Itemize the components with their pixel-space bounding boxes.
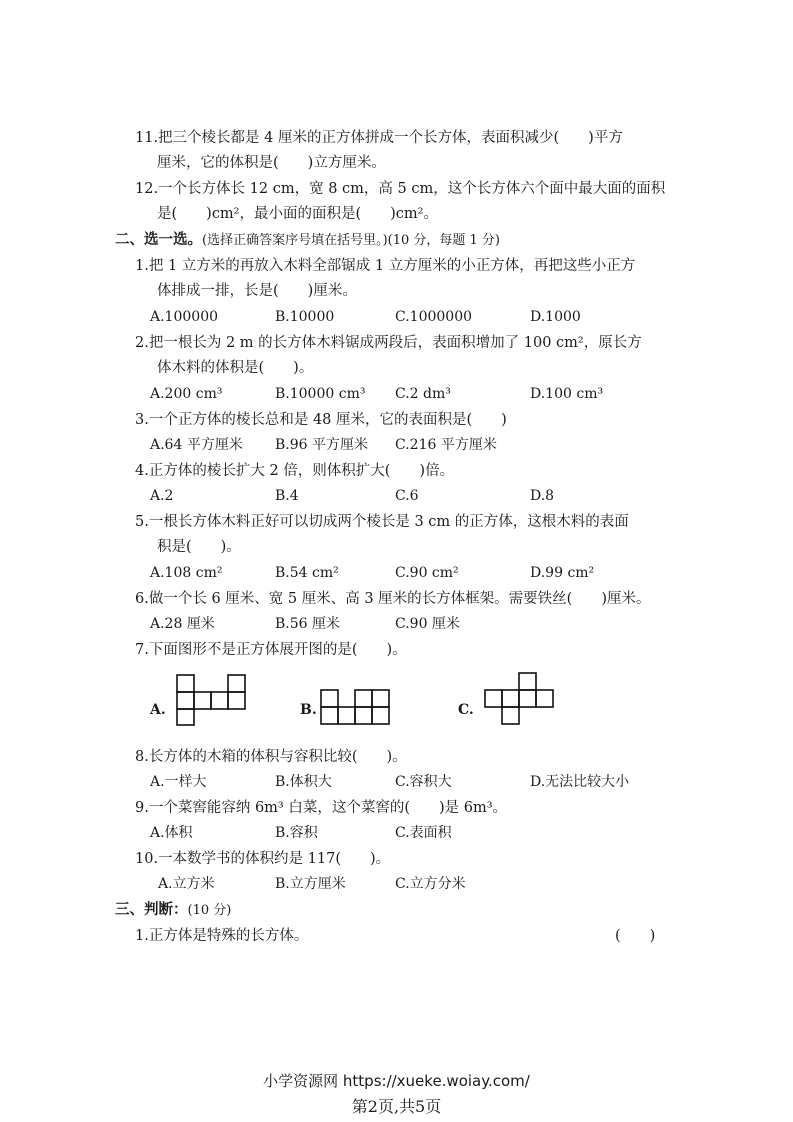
q8-option-d: D.无法比较大小 <box>530 774 630 790</box>
q9-option-a: A.体积 <box>150 825 193 841</box>
q5-option-d: D.99 cm² <box>530 565 595 581</box>
net-c-figure <box>484 672 554 726</box>
section-3-note: (10 分) <box>187 903 232 918</box>
q1-option-d: D.1000 <box>530 309 581 325</box>
net-c-square <box>519 690 536 707</box>
net-a-square <box>211 692 228 709</box>
q1-line-2: 体排成一排，长是( )厘米。 <box>157 283 357 299</box>
q3-option-b: B.96 平方厘米 <box>275 437 369 453</box>
q2-line-2: 体木料的体积是( )。 <box>157 360 314 376</box>
q5-option-a: A.108 cm² <box>150 565 223 581</box>
net-b-label: B. <box>300 702 317 718</box>
q3-line: 3.一个正方体的棱长总和是 48 厘米，它的表面积是( ) <box>135 412 507 428</box>
q9-option-b: B.容积 <box>275 825 318 841</box>
section-3-title: 三、判断： <box>115 901 188 918</box>
q1-line-1: 1.把 1 立方米的再放入木料全部锯成 1 立方厘米的小正方体，再把这些小正方 <box>135 258 636 274</box>
q3-option-c: C.216 平方厘米 <box>395 437 497 453</box>
q8-option-b: B.体积大 <box>275 774 332 790</box>
net-b-square <box>321 707 338 724</box>
net-c-square <box>536 690 553 707</box>
q10-line: 10.一本数学书的体积约是 117( )。 <box>135 851 391 867</box>
net-a-square <box>228 692 245 709</box>
net-b-square <box>338 707 355 724</box>
q10-option-b: B.立方厘米 <box>275 876 346 892</box>
question-12-line-2: 是( )cm²，最小面的面积是( )cm²。 <box>157 206 438 222</box>
judge-1-line: 1.正方体是特殊的长方体。 <box>135 928 309 944</box>
q2-option-b: B.10000 cm³ <box>275 386 366 402</box>
q2-option-d: D.100 cm³ <box>530 386 604 402</box>
q2-line-1: 2.把一根长为 2 m 的长方体木料锯成两段后，表面积增加了 100 cm²，原长方 <box>135 335 642 351</box>
q1-option-b: B.10000 <box>275 309 335 325</box>
net-b-square <box>372 707 389 724</box>
q2-option-c: C.2 dm³ <box>395 386 451 402</box>
net-b-figure <box>320 689 392 725</box>
question-11-line-2: 厘米，它的体积是( )立方厘米。 <box>157 155 386 171</box>
q5-option-b: B.54 cm² <box>275 565 339 581</box>
q4-line: 4.正方体的棱长扩大 2 倍，则体积扩大( )倍。 <box>135 463 455 479</box>
q4-option-c: C.6 <box>395 488 419 504</box>
q6-option-c: C.90 厘米 <box>395 616 460 632</box>
q3-option-a: A.64 平方厘米 <box>150 437 243 453</box>
net-a-square <box>228 675 245 692</box>
net-a-label: A. <box>150 702 166 718</box>
question-11-line-1: 11.把三个棱长都是 4 厘米的正方体拼成一个长方体，表面积减少( )平方 <box>135 130 623 146</box>
q4-option-a: A.2 <box>150 488 174 504</box>
q10-option-a: A.立方米 <box>158 876 215 892</box>
net-a-figure <box>176 674 246 726</box>
q6-option-a: A.28 厘米 <box>150 616 215 632</box>
q9-line: 9.一个菜窖能容纳 6m³ 白菜，这个菜窖的( )是 6m³。 <box>135 800 508 816</box>
q1-option-a: A.100000 <box>150 309 219 325</box>
net-c-square <box>502 690 519 707</box>
footer-source: 小学资源网 https://xueke.woiay.com/ <box>263 1072 530 1090</box>
net-c-square <box>485 690 502 707</box>
q4-option-b: B.4 <box>275 488 299 504</box>
net-a-square <box>194 692 211 709</box>
q7-line: 7.下面图形不是正方体展开图的是( )。 <box>135 642 407 658</box>
net-b-square <box>372 690 389 707</box>
q5-line-1: 5.一根长方体木料正好可以切成两个棱长是 3 cm 的正方体，这根木料的表面 <box>135 514 629 530</box>
net-a-square <box>177 692 194 709</box>
net-a-square <box>177 709 194 725</box>
q8-option-a: A.一样大 <box>150 774 207 790</box>
q2-option-a: A.200 cm³ <box>150 386 223 402</box>
q5-option-c: C.90 cm² <box>395 565 459 581</box>
net-c-square <box>502 707 519 724</box>
net-b-square <box>321 690 338 707</box>
net-c-label: C. <box>458 702 474 718</box>
q6-option-b: B.56 厘米 <box>275 616 341 632</box>
net-c-square <box>519 673 536 690</box>
q9-option-c: C.表面积 <box>395 825 452 841</box>
footer-page-number: 第2页,共5页 <box>351 1097 442 1116</box>
q8-line: 8.长方体的木箱的体积与容积比较( )。 <box>135 749 407 765</box>
net-a-square <box>177 675 194 692</box>
net-b-square <box>355 707 372 724</box>
section-2-note: (选择正确答案序号填在括号里。)(10 分，每题 1 分) <box>202 233 500 248</box>
q5-line-2: 积是( )。 <box>157 539 241 555</box>
q1-option-c: C.1000000 <box>395 309 473 325</box>
net-b-square <box>355 690 372 707</box>
section-2-title: 二、选一选。 <box>115 231 202 248</box>
q8-option-c: C.容积大 <box>395 774 452 790</box>
judge-1-answer-paren: ( ) <box>615 928 656 944</box>
q6-line: 6.做一个长 6 厘米、宽 5 厘米、高 3 厘米的长方体框架。需要铁丝( )厘米。 <box>135 591 651 607</box>
question-12-line-1: 12.一个长方体长 12 cm，宽 8 cm，高 5 cm，这个长方体六个面中最大面的面积 <box>135 181 666 197</box>
q10-option-c: C.立方分米 <box>395 876 466 892</box>
q4-option-d: D.8 <box>530 488 555 504</box>
section-2-heading <box>115 230 500 251</box>
section-3-heading <box>115 900 231 921</box>
